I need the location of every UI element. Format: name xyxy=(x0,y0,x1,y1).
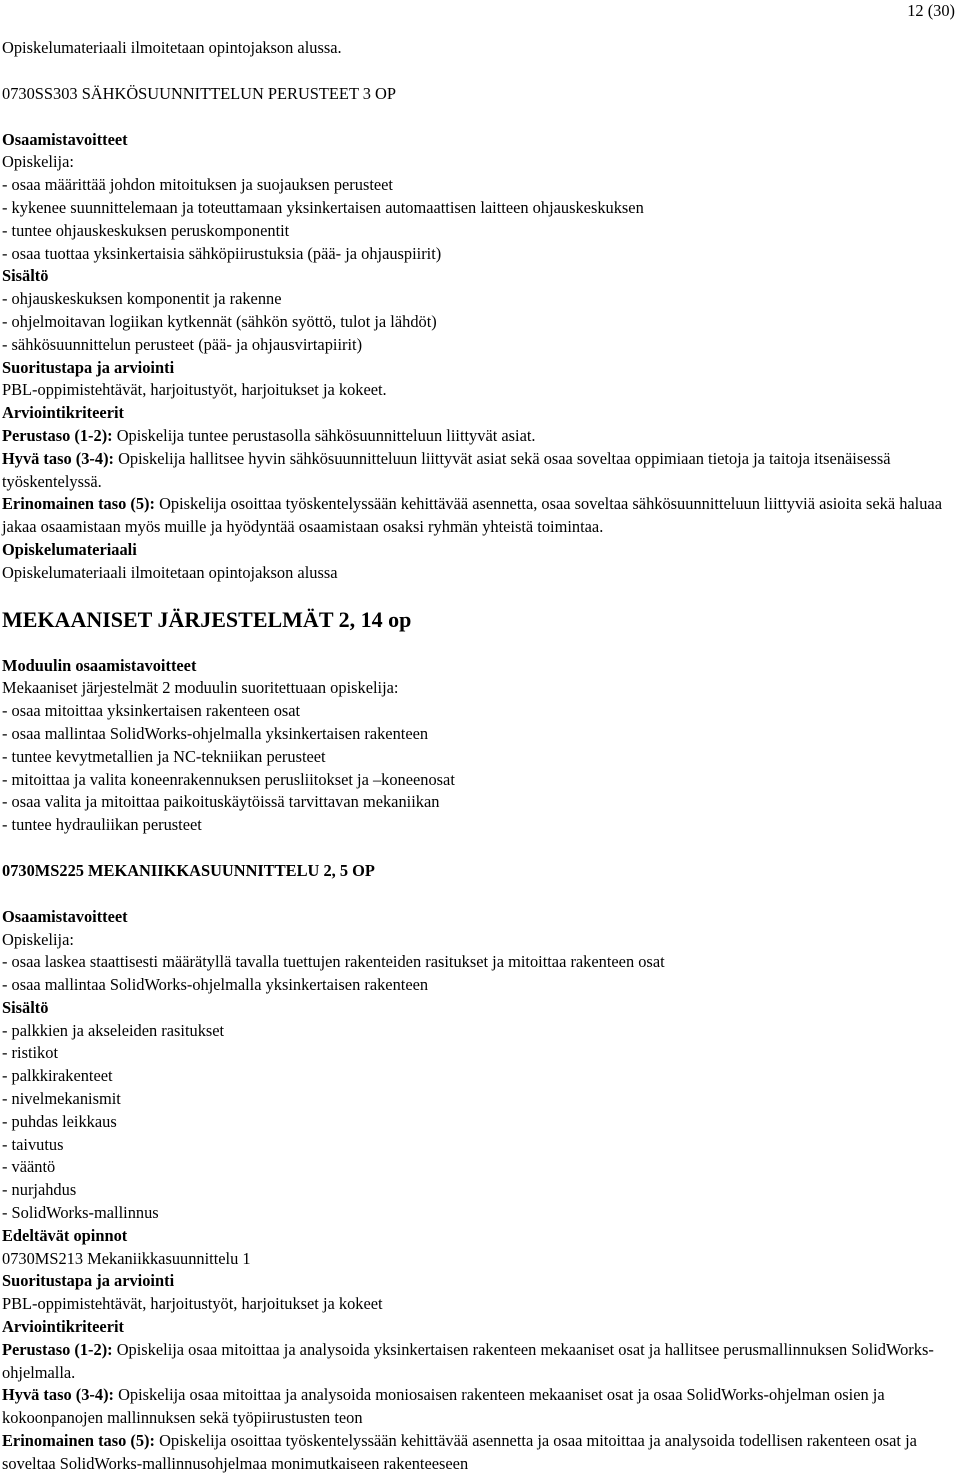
criteria-item xyxy=(2,1384,957,1430)
section-heading-criteria: Arviointikriteerit xyxy=(2,403,124,423)
module-goal-item: - mitoittaa ja valita koneenrakennuksen perusliitokset ja –koneenosat xyxy=(2,769,455,789)
criteria-item xyxy=(2,448,957,494)
section-heading-content: Sisältö xyxy=(2,997,49,1017)
content-item: - palkkien ja akseleiden rasitukset xyxy=(2,1020,225,1040)
criteria-text: Opiskelija osoittaa työskentelyssään kehittävää asennetta ja osaa mitoittaa ja analysoida todellisen rakenteen osat ja soveltaa SolidWorks-mallinnusohjelmaa monimutkaiseen rakenteeseen xyxy=(2,1431,917,1473)
content-item: - vääntö xyxy=(2,1157,56,1177)
page-number: 12 (30) xyxy=(907,1,955,20)
document-body xyxy=(2,37,957,1476)
criteria-label: Perustaso (1-2): xyxy=(2,425,113,445)
goal-item: - kykenee suunnittelemaan ja toteuttamaan yksinkertaisen automaattisen laitteen ohjauskeskuksen xyxy=(2,197,644,217)
module-goal-item: - tuntee hydrauliikan perusteet xyxy=(2,815,202,835)
content-item: - ristikot xyxy=(2,1043,58,1063)
intro-note: Opiskelumateriaali ilmoitetaan opintojakson alussa. xyxy=(2,38,342,57)
section-heading-goals: Osaamistavoitteet xyxy=(2,129,128,149)
goals-intro: Opiskelija: xyxy=(2,152,74,172)
criteria-text: Opiskelija osaa mitoittaa ja analysoida moniosaisen rakenteen mekaaniset osat ja osaa SolidWorks-ohjelman osien ja kokoonpanojen mallinnuksen sekä työpiirustusten teon xyxy=(2,1385,885,1428)
section-heading-method: Suoritustapa ja arviointi xyxy=(2,357,175,377)
goal-item: - osaa laskea staattisesti määrätyllä tavalla tuettujen rakenteiden rasitukset ja mitoittaa rakenteen osat xyxy=(2,952,665,972)
criteria-label: Hyvä taso (3-4): xyxy=(2,448,114,468)
criteria-label: Erinomainen taso (5): xyxy=(2,1431,155,1451)
goal-item: - osaa mallintaa SolidWorks-ohjelmalla yksinkertaisen rakenteen xyxy=(2,975,429,995)
criteria-item xyxy=(2,425,957,448)
criteria-item xyxy=(2,493,957,539)
module-goal-item: - tuntee kevytmetallien ja NC-tekniikan perusteet xyxy=(2,746,326,766)
module-goal-item: - osaa mallintaa SolidWorks-ohjelmalla yksinkertaisen rakenteen xyxy=(2,723,429,743)
goals-intro: Opiskelija: xyxy=(2,929,74,949)
section-heading-material: Opiskelumateriaali xyxy=(2,539,137,559)
content-item: - sähkösuunnittelun perusteet (pää- ja ohjausvirtapiirit) xyxy=(2,334,363,354)
material-text: Opiskelumateriaali ilmoitetaan opintojakson alussa xyxy=(2,562,338,582)
criteria-item xyxy=(2,1339,957,1385)
section-heading-criteria: Arviointikriteerit xyxy=(2,1317,124,1337)
criteria-text: Opiskelija osaa mitoittaa ja analysoida yksinkertaisen rakenteen mekaaniset osat ja hallitsee perusmallinnuksen SolidWorks-ohjelmalla. xyxy=(2,1339,934,1382)
content-item: - nivelmekanismit xyxy=(2,1089,121,1109)
criteria-text: Opiskelija osoittaa työskentelyssään kehittävää asennetta, osaa soveltaa sähkösuunnitteluun liittyviä asioita sekä haluaa jakaa osaamistaan myös muille ja hyödyntää osaamistaan osaksi ryhmän yhteistä toimintaa. xyxy=(2,494,942,537)
module-goal-item: - osaa valita ja mitoittaa paikoituskäytöissä tarvittavan mekaniikan xyxy=(2,792,440,812)
module-goal-item: - osaa mitoittaa yksinkertaisen rakenteen osat xyxy=(2,701,301,721)
prereq-text: 0730MS213 Mekaniikkasuunnittelu 1 xyxy=(2,1248,251,1268)
method-text: PBL-oppimistehtävät, harjoitustyöt, harjoitukset ja kokeet. xyxy=(2,380,387,400)
course-title: 0730MS225 MEKANIIKKASUUNNITTELU 2, 5 OP xyxy=(2,860,375,880)
content-item: - nurjahdus xyxy=(2,1180,77,1200)
section-heading-method: Suoritustapa ja arviointi xyxy=(2,1271,175,1291)
method-text: PBL-oppimistehtävät, harjoitustyöt, harjoitukset ja kokeet xyxy=(2,1294,383,1314)
content-item: - ohjauskeskuksen komponentit ja rakenne xyxy=(2,289,282,309)
criteria-text: Opiskelija hallitsee hyvin sähkösuunnitteluun liittyvät asiat sekä osaa soveltaa oppimiaan tietoja ja taitoja itsenäisessä työskentelyssä. xyxy=(2,448,891,491)
content-item: - taivutus xyxy=(2,1134,64,1154)
content-item: - SolidWorks-mallinnus xyxy=(2,1203,159,1223)
goal-item: - tuntee ohjauskeskuksen peruskomponentit xyxy=(2,220,290,240)
criteria-label: Hyvä taso (3-4): xyxy=(2,1385,114,1405)
section-heading-content: Sisältö xyxy=(2,266,49,286)
goal-item: - osaa tuottaa yksinkertaisia sähköpiirustuksia (pää- ja ohjauspiirit) xyxy=(2,243,442,263)
module-goals-intro: Mekaaniset järjestelmät 2 moduulin suoritettuaan opiskelija: xyxy=(2,678,399,698)
criteria-text: Opiskelija tuntee perustasolla sähkösuunnitteluun liittyvät asiat. xyxy=(112,425,536,445)
criteria-label: Perustaso (1-2): xyxy=(2,1339,113,1359)
content-item: - ohjelmoitavan logiikan kytkennät (sähkön syöttö, tulot ja lähdöt) xyxy=(2,311,437,331)
course-title: 0730SS303 SÄHKÖSUUNNITTELUN PERUSTEET 3 OP xyxy=(2,83,397,103)
goal-item: - osaa määrittää johdon mitoituksen ja suojauksen perusteet xyxy=(2,175,393,195)
section-heading-prereq: Edeltävät opinnot xyxy=(2,1225,128,1245)
module-title: MEKAANISET JÄRJESTELMÄT 2, 14 op xyxy=(2,606,412,632)
content-item: - puhdas leikkaus xyxy=(2,1111,117,1131)
module-goals-heading: Moduulin osaamistavoitteet xyxy=(2,655,197,675)
criteria-label: Erinomainen taso (5): xyxy=(2,494,155,514)
section-heading-goals: Osaamistavoitteet xyxy=(2,906,128,926)
content-item: - palkkirakenteet xyxy=(2,1066,113,1086)
criteria-item xyxy=(2,1430,957,1476)
